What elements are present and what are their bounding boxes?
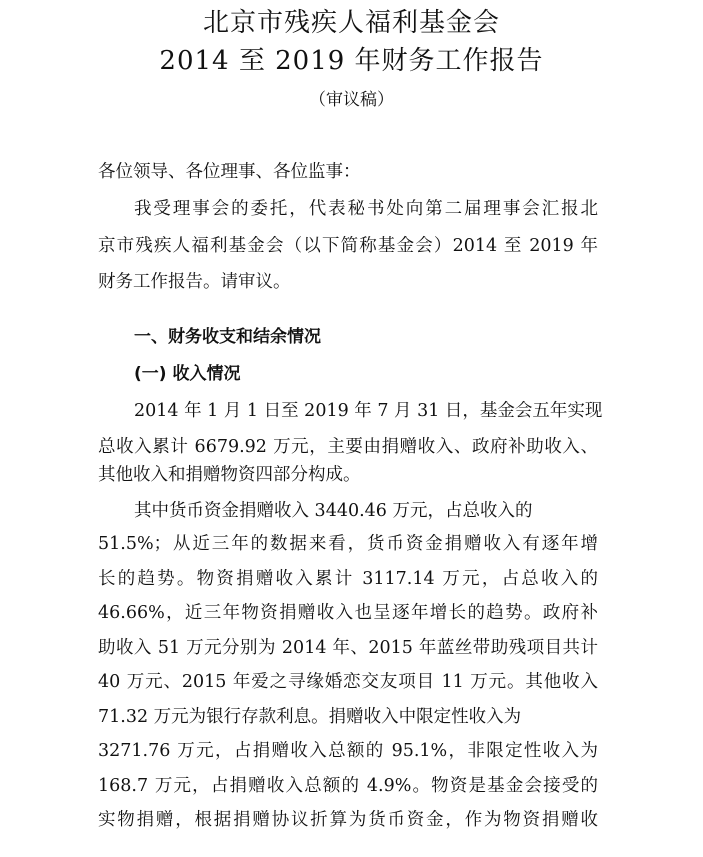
intro-line-1: 我受理事会的委托，代表秘书处向第二届理事会汇报北 — [134, 199, 598, 219]
para1-line-3: 其他收入和捐赠物资四部分构成。 — [98, 465, 361, 485]
para2-line-9: 168.7 万元，占捐赠收入总额的 4.9%。物资是基金会接受的 — [98, 776, 598, 796]
salutation: 各位领导、各位理事、各位监事： — [98, 162, 361, 182]
intro-line-2: 京市残疾人福利基金会（以下简称基金会）2014 至 2019 年 — [98, 236, 598, 256]
para2-line-5: 助收入 51 万元分别为 2014 年、2015 年蓝丝带助残项目共计 — [98, 638, 598, 658]
para1-line-2: 总收入累计 6679.92 万元，主要由捐赠收入、政府补助收入、 — [98, 437, 598, 457]
para2-line-8: 3271.76 万元，占捐赠收入总额的 95.1%，非限定性收入为 — [98, 741, 598, 761]
para2-line-6: 40 万元、2015 年爱之寻缘婚恋交友项目 11 万元。其他收入 — [98, 672, 598, 692]
para1-line-1: 2014 年 1 月 1 日至 2019 年 7 月 31 日，基金会五年实现 — [134, 401, 603, 421]
section-heading-1: 一、财务收支和结余情况 — [134, 327, 321, 347]
intro-line-3: 财务工作报告。请审议。 — [98, 272, 291, 292]
para2-line-10: 实物捐赠，根据捐赠协议折算为货币资金，作为物资捐赠收 — [98, 810, 598, 830]
document-title-line-2: 2014 至 2019 年财务工作报告 — [159, 46, 544, 76]
para2-line-2: 51.5%；从近三年的数据来看，货币资金捐赠收入有逐年增 — [98, 534, 598, 554]
para2-line-7: 71.32 万元为银行存款利息。捐赠收入中限定性收入为 — [98, 707, 522, 727]
para2-line-1: 其中货币资金捐赠收入 3440.46 万元，占总收入的 — [134, 501, 533, 521]
para2-line-4: 46.66%，近三年物资捐赠收入也呈逐年增长的趋势。政府补 — [98, 603, 598, 623]
document-subtitle: （审议稿） — [309, 90, 394, 110]
subsection-heading-income: (一) 收入情况 — [134, 364, 241, 384]
document-title-line-1: 北京市残疾人福利基金会 — [202, 8, 500, 38]
para2-line-3: 长的趋势。物资捐赠收入累计 3117.14 万元，占总收入的 — [98, 569, 598, 589]
